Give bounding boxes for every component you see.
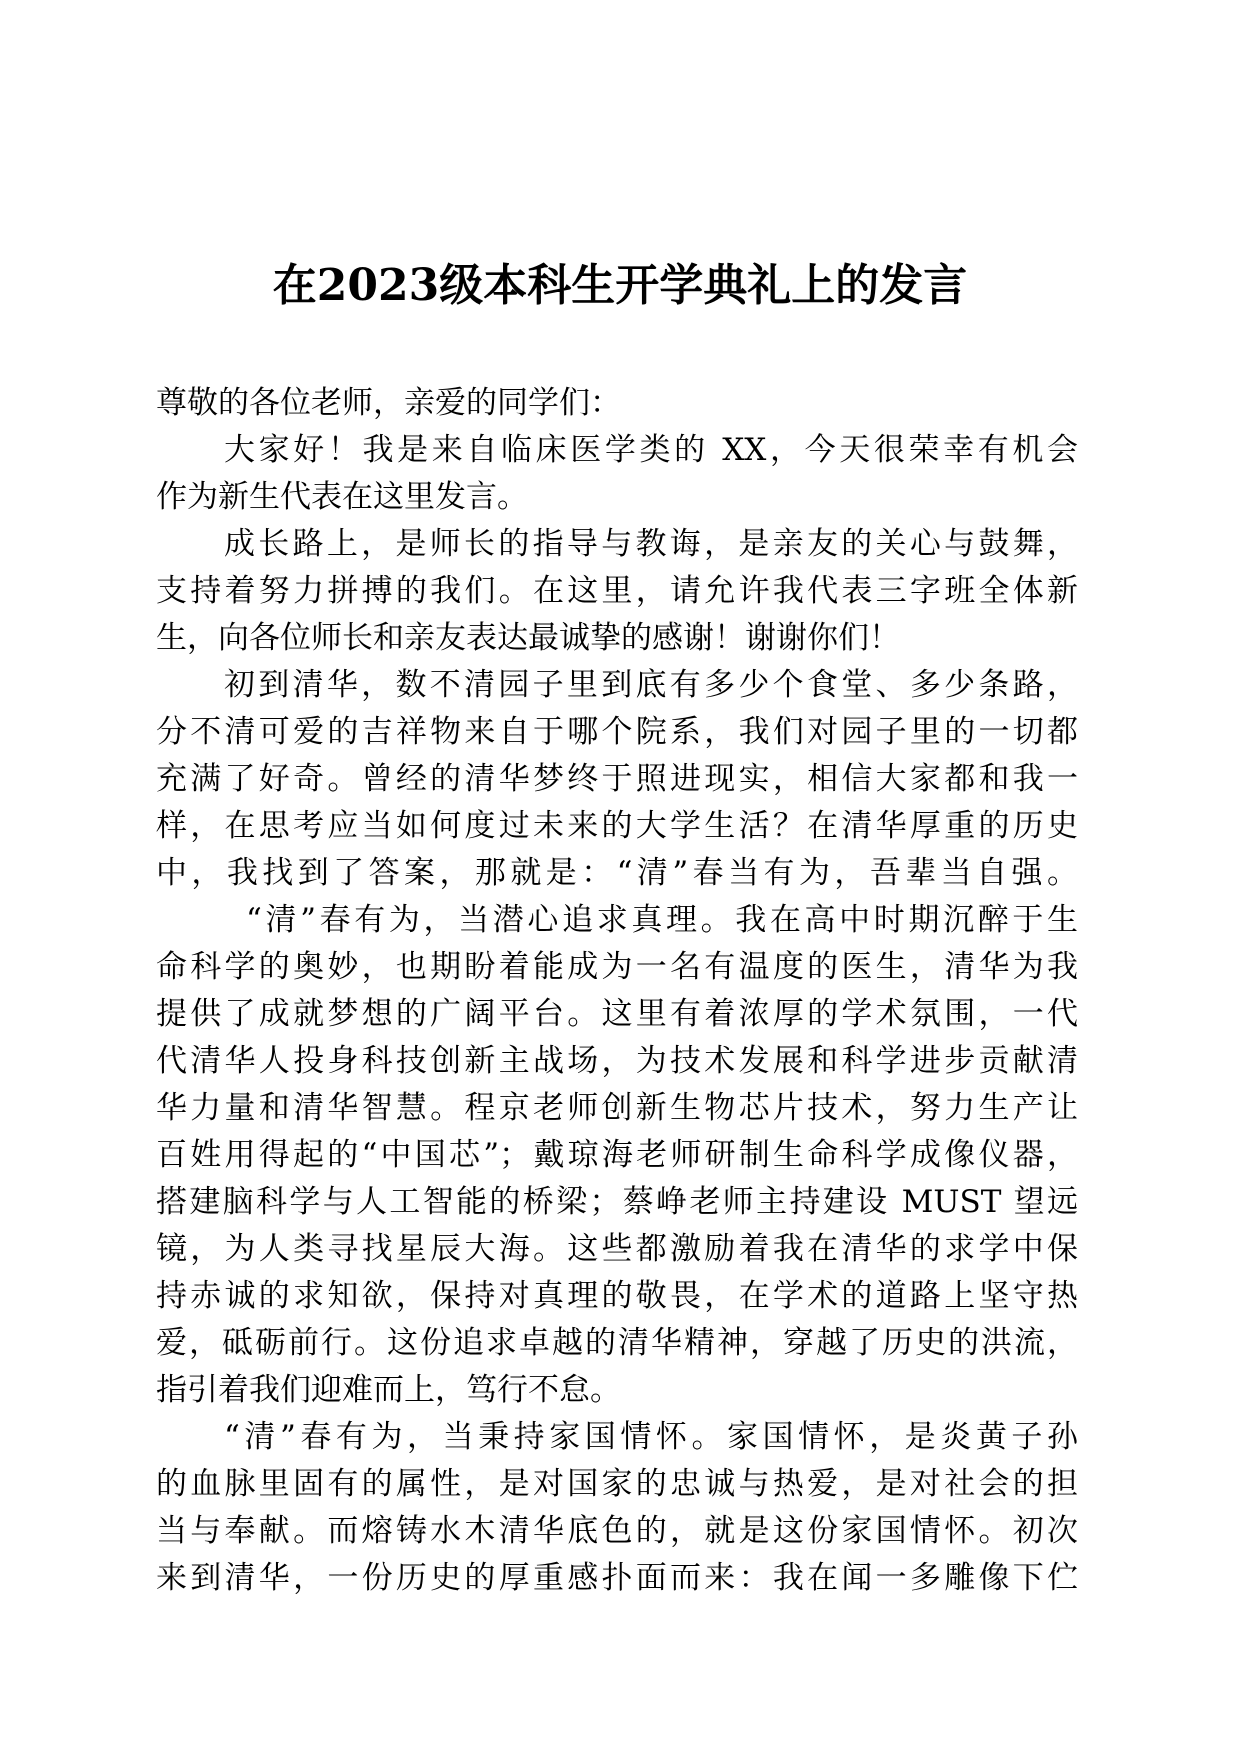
text-line: 充满了好奇。曾经的清华梦终于照进现实，相信大家都和我一 xyxy=(156,761,1078,797)
text-line: “清”春有为，当潜心追求真理。我在高中时期沉醉于生 xyxy=(246,902,1078,938)
document-title: 在2023级本科生开学典礼上的发言 xyxy=(272,260,968,311)
document-body xyxy=(156,380,1078,1602)
text-line: 搭建脑科学与人工智能的桥梁；蔡峥老师主持建设 MUST 望远 xyxy=(156,1184,1078,1220)
text-line: 支持着努力拼搏的我们。在这里，请允许我代表三字班全体新 xyxy=(156,573,1078,609)
text-line: 分不清可爱的吉祥物来自于哪个院系，我们对园子里的一切都 xyxy=(156,714,1078,750)
text-line: 当与奉献。而熔铸水木清华底色的，就是这份家国情怀。初次 xyxy=(156,1513,1078,1549)
text-line: 代清华人投身科技创新主战场，为技术发展和科学进步贡献清 xyxy=(156,1043,1078,1079)
text-line: 指引着我们迎难而上，笃行不怠。 xyxy=(156,1372,621,1408)
text-line: “清”春有为，当秉持家国情怀。家国情怀，是炎黄子孙 xyxy=(224,1419,1078,1455)
text-line: 尊敬的各位老师，亲爱的同学们： xyxy=(156,385,621,421)
text-line: 生，向各位师长和亲友表达最诚挚的感谢！谢谢你们！ xyxy=(156,620,900,656)
text-line: 百姓用得起的“中国芯”；戴琼海老师研制生命科学成像仪器， xyxy=(156,1137,1078,1173)
text-line: 提供了成就梦想的广阔平台。这里有着浓厚的学术氛围，一代 xyxy=(156,996,1078,1032)
text-line: 大家好！我是来自临床医学类的 XX，今天很荣幸有机会 xyxy=(224,432,1078,468)
text-line: 华力量和清华智慧。程京老师创新生物芯片技术，努力生产让 xyxy=(156,1090,1078,1126)
text-line: 成长路上，是师长的指导与教诲，是亲友的关心与鼓舞， xyxy=(224,526,1078,562)
text-line: 中，我找到了答案，那就是：“清”春当有为，吾辈当自强。 xyxy=(156,855,1078,891)
text-line: 来到清华，一份历史的厚重感扑面而来：我在闻一多雕像下伫 xyxy=(156,1560,1078,1596)
text-line: 初到清华，数不清园子里到底有多少个食堂、多少条路， xyxy=(224,667,1078,703)
text-line: 样，在思考应当如何度过未来的大学生活？在清华厚重的历史 xyxy=(156,808,1078,844)
text-line: 爱，砥砺前行。这份追求卓越的清华精神，穿越了历史的洪流， xyxy=(156,1325,1078,1361)
text-line: 作为新生代表在这里发言。 xyxy=(156,479,528,515)
text-line: 命科学的奥妙，也期盼着能成为一名有温度的医生，清华为我 xyxy=(156,949,1078,985)
text-line: 的血脉里固有的属性，是对国家的忠诚与热爱，是对社会的担 xyxy=(156,1466,1078,1502)
text-line: 镜，为人类寻找星辰大海。这些都激励着我在清华的求学中保 xyxy=(156,1231,1078,1267)
text-line: 持赤诚的求知欲，保持对真理的敬畏，在学术的道路上坚守热 xyxy=(156,1278,1078,1314)
